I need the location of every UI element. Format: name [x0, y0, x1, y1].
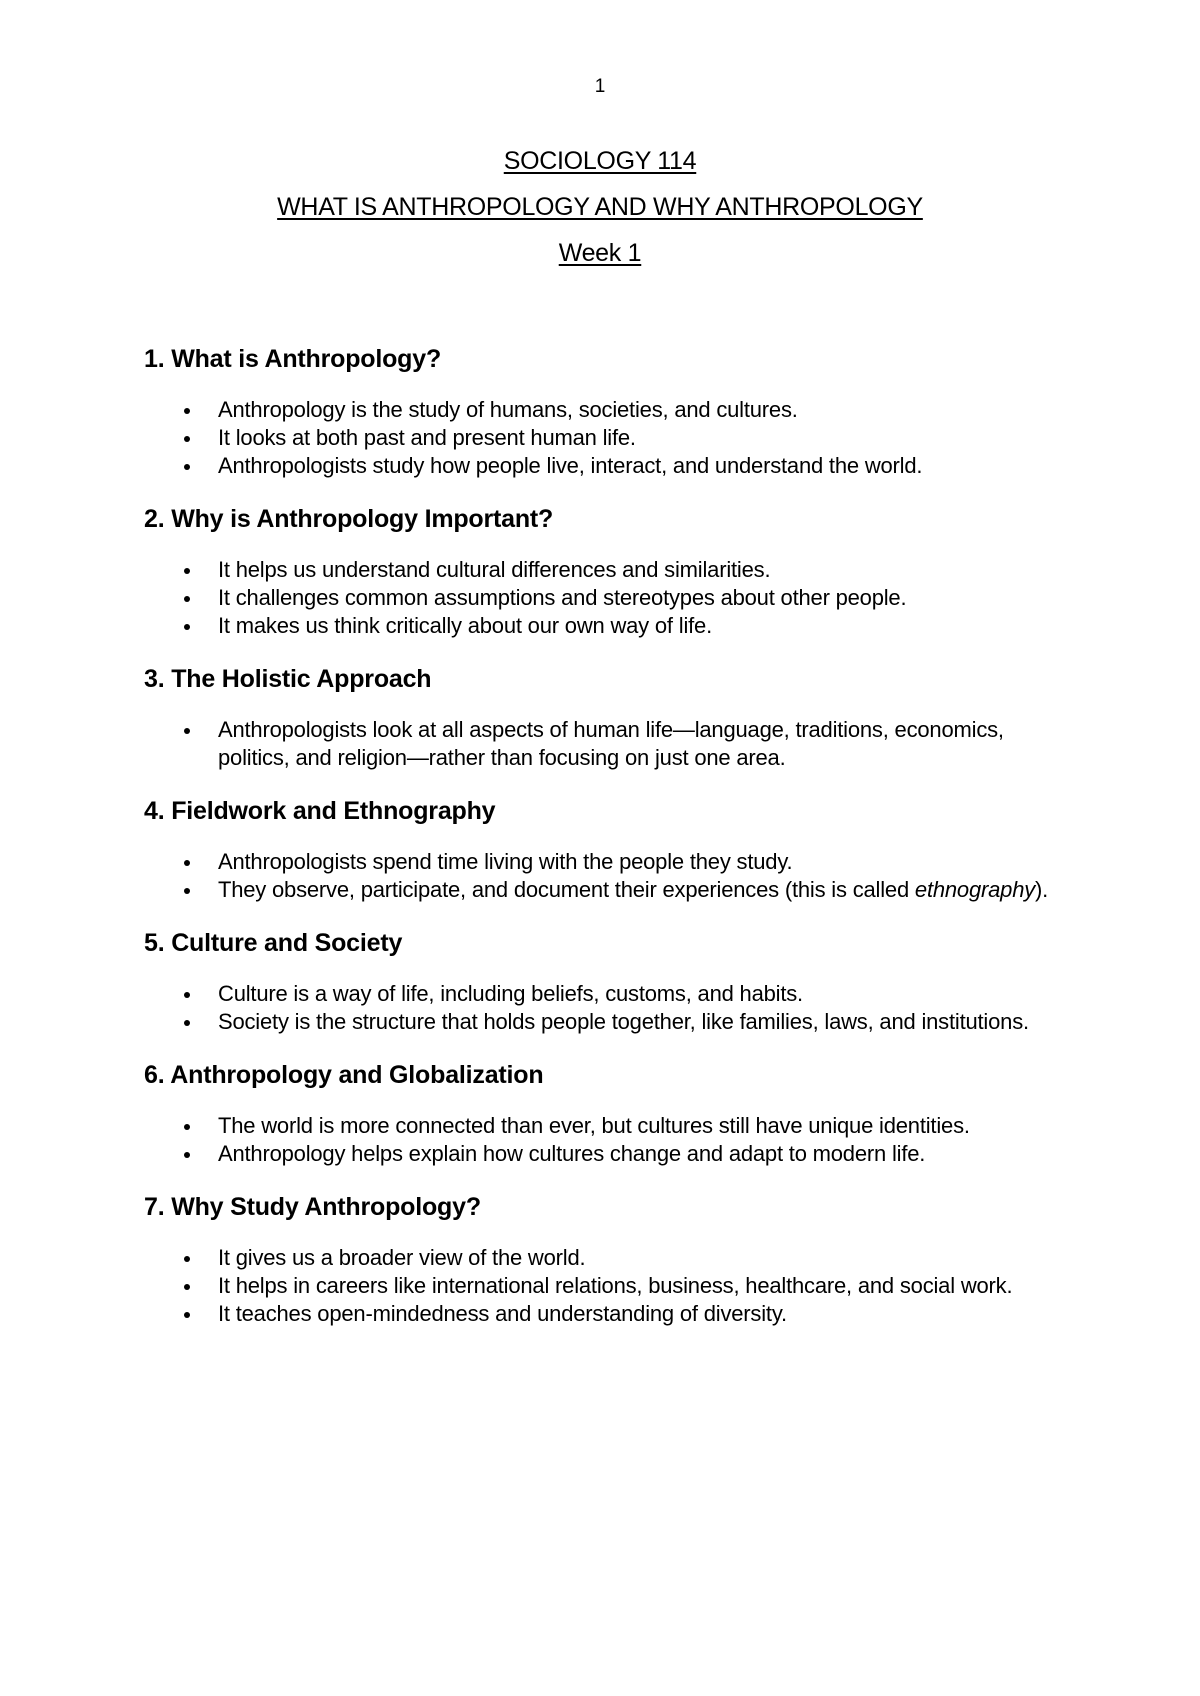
bullet-text: The world is more connected than ever, but cultures still have unique identities.: [218, 1113, 970, 1138]
bullet-text: It challenges common assumptions and stereotypes about other people.: [218, 585, 907, 610]
bullet-item: [144, 716, 1064, 772]
bullet-dot-icon: [184, 728, 190, 734]
section: [144, 796, 1064, 904]
bullet-list: [144, 980, 1064, 1036]
bullet-text: Anthropology is the study of humans, societies, and cultures.: [218, 397, 798, 422]
bullet-text: It helps us understand cultural differences and similarities.: [218, 557, 771, 582]
bullet-item: [144, 1008, 1064, 1036]
bullet-list: [144, 396, 1064, 480]
bullet-dot-icon: [184, 1152, 190, 1158]
bullet-text: It looks at both past and present human life.: [218, 425, 636, 450]
section-heading: 6. Anthropology and Globalization: [144, 1061, 544, 1089]
bullet-text: They observe, participate, and document their experiences (this is called: [218, 877, 915, 902]
bullet-text: Anthropologists study how people live, interact, and understand the world.: [218, 453, 923, 478]
document-title: WHAT IS ANTHROPOLOGY AND WHY ANTHROPOLOGY: [277, 193, 923, 221]
bullet-dot-icon: [184, 436, 190, 442]
bullet-item: [144, 584, 1064, 612]
section-heading: 4. Fieldwork and Ethnography: [144, 797, 496, 825]
bullet-dot-icon: [184, 568, 190, 574]
bullet-text: Anthropologists spend time living with the people they study.: [218, 849, 793, 874]
bullet-list: [144, 1244, 1064, 1328]
bullet-text: It gives us a broader view of the world.: [218, 1245, 586, 1270]
bullet-dot-icon: [184, 624, 190, 630]
bullet-list: [144, 556, 1064, 640]
bullet-item: [144, 1244, 1064, 1272]
bullet-text: It makes us think critically about our own way of life.: [218, 613, 712, 638]
bullet-text-end: ).: [1035, 877, 1049, 902]
bullet-dot-icon: [184, 1284, 190, 1290]
bullet-dot-icon: [184, 1312, 190, 1318]
bullet-text: It helps in careers like international relations, business, healthcare, and social work.: [218, 1273, 1013, 1298]
bullet-dot-icon: [184, 992, 190, 998]
week-label: Week 1: [558, 239, 642, 267]
bullet-item: [144, 1272, 1064, 1300]
section: [144, 1060, 1064, 1168]
section: [144, 928, 1064, 1036]
bullet-item: [144, 980, 1064, 1008]
bullet-dot-icon: [184, 860, 190, 866]
document-header: [0, 146, 1200, 284]
emphasized-term: ethnography: [914, 877, 1036, 902]
bullet-dot-icon: [184, 408, 190, 414]
page-number: 1: [594, 76, 606, 97]
bullet-item: [144, 424, 1064, 452]
document-body: [144, 344, 1064, 1352]
bullet-dot-icon: [184, 596, 190, 602]
bullet-text: Society is the structure that holds people together, like families, laws, and institutions.: [218, 1009, 1029, 1034]
bullet-item: [144, 452, 1064, 480]
bullet-text: Culture is a way of life, including beliefs, customs, and habits.: [218, 981, 803, 1006]
bullet-item: [144, 1112, 1064, 1140]
bullet-list: [144, 716, 1064, 772]
section-heading: 5. Culture and Society: [144, 929, 403, 957]
section: [144, 344, 1064, 480]
bullet-item: [144, 556, 1064, 584]
course-title: SOCIOLOGY 114: [503, 147, 697, 175]
section-heading: 3. The Holistic Approach: [144, 665, 432, 693]
section: [144, 664, 1064, 772]
bullet-item: [144, 396, 1064, 424]
section: [144, 1192, 1064, 1328]
section-heading: 2. Why is Anthropology Important?: [144, 505, 554, 533]
bullet-item: [144, 612, 1064, 640]
bullet-text: It teaches open-mindedness and understanding of diversity.: [218, 1301, 787, 1326]
bullet-dot-icon: [184, 1256, 190, 1262]
bullet-list: [144, 1112, 1064, 1168]
bullet-text: Anthropologists look at all aspects of human life—language, traditions, economics, politics, and religion—rather than focusing on just one area.: [218, 717, 1004, 770]
bullet-dot-icon: [184, 1124, 190, 1130]
bullet-list: [144, 848, 1064, 904]
section: [144, 504, 1064, 640]
bullet-dot-icon: [184, 464, 190, 470]
bullet-item: [144, 848, 1064, 876]
bullet-dot-icon: [184, 1020, 190, 1026]
bullet-item: [144, 1140, 1064, 1168]
bullet-item: [144, 876, 1064, 904]
bullet-dot-icon: [184, 888, 190, 894]
section-heading: 1. What is Anthropology?: [144, 345, 442, 373]
bullet-text: Anthropology helps explain how cultures change and adapt to modern life.: [218, 1141, 926, 1166]
section-heading: 7. Why Study Anthropology?: [144, 1193, 481, 1221]
bullet-item: [144, 1300, 1064, 1328]
